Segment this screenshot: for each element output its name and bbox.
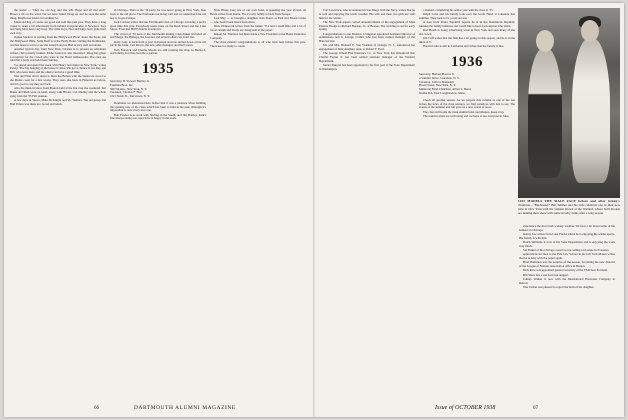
paragraph: Sid Parker of the Chicago crowd is now selling real estate in Evanston.	[523, 248, 610, 252]
class-officers	[419, 73, 515, 96]
paragraph: a student, completing his senior year with the class of '35.	[423, 9, 494, 12]
paragraph: Bill Shaw has a son born last August.	[523, 272, 569, 277]
magazine-footer: DARTMOUTH ALUMNI MAGAZINE	[134, 405, 236, 411]
right-column-3	[519, 225, 615, 290]
paragraph: Sevier Duncan has been appointed to the first post at the State Department in Washington.	[319, 63, 415, 71]
paragraph: Harold Cohn is still in California and writes that the family is fine.	[423, 44, 505, 49]
man-figure	[528, 48, 562, 178]
paragraph: Also the musical show from Boston held at the Inn over the weekend. Ted Blake and Ruth were on hand, along with Hiram, Cal, Dudley and the whole gang from the '35 Fall reunion.	[10, 86, 106, 98]
paragraph: Jim Cuff writes that the firm has a lot going on this season, and he is in the thick of it.	[419, 36, 515, 44]
paragraph: The class extends congratulations to all who have new babies this year. There are too many to count.	[210, 40, 306, 48]
paragraph: The class still holds the most alumni fund contributors. Keep it up.	[423, 109, 505, 114]
photo-caption-bold: 1935 MODELS THE MALE FACE before and after Ginny's	[518, 199, 620, 203]
paragraph: experience the most lush scenery weather. We hear a lot about some of the bankers in Chicago.	[519, 225, 615, 232]
issue-footer: Issue of OCTOBER 1938	[435, 405, 496, 411]
officer-line: Secretary, Herbert Hoover Jr.	[419, 72, 455, 76]
left-column-2	[110, 9, 206, 122]
officer-line: 590 5th Ave., New York, N. Y.	[110, 86, 148, 91]
paragraph: Nick Hines, long one of our own band, is spending the year abroad. Al Bevin writes from Rome. The Crosby family is back from Europe.	[210, 9, 306, 16]
paragraph: A note from Pedro Espaillat reports he is in the Dominican Republic running the family business and would like to hear from anyone who visits.	[419, 20, 515, 28]
paragraph: applications for men to the Yale Law School in the fall. Tom Mason writes that he is busy with the paper again.	[519, 252, 615, 260]
officer-line: 1021 North St., Tarrytown, N. Y.	[110, 94, 150, 99]
paragraph: Mr. and Mrs. Richard E. Van Vranken of Orange, N. J., announced the engagement of their daughter, Ann, to Robert F. Ford.	[319, 43, 415, 51]
paragraph: Ralph Colts and his family took over the Grant Hotel at Lakeside this summer. They look to be a real success.	[419, 12, 515, 20]
paragraph: Rod Heath is doing advertising work in New York and sees many of the old crowd.	[419, 28, 515, 36]
paragraph: in Chicago. Then at the '34 party, he was never going to New York, then back to the old place. The Fairbanks are doing well and we understand the old boy is in good shape.	[110, 9, 206, 20]
paragraph: A few days in Stowe, Mike McKnight and Vic Walters. The old group and Bud Patton was there too. Good old bunch.	[10, 97, 106, 106]
paragraph: 'Go ahead and spend the week with Henry and Janice in New York,' writes Penny. 'The big hanging of the house is done.' He got a chance to see Ray and Bill, who were there and the others can have a good time.	[10, 62, 106, 74]
paragraph: Rudy Gray is back from a year in Europe and has settled down at his old job in the bank. Carl Ross is the new sales manager, and that's news.	[110, 39, 206, 48]
class-year-heading-1936: 1936	[451, 54, 483, 70]
officer-line: Kidder Rd., East Longmeadow, Mass.	[419, 90, 466, 95]
paragraph: Wes and Ellie drove down to meet the Bolton with the Delaware crowd to the Maine coast for a few weeks. They were due back in Hanover as before, and it's good to say they are back.	[10, 74, 106, 86]
paragraph: Johnny Walker is now with the International Harvester Company in Detroit.	[519, 276, 615, 285]
paragraph: Rupert M. Thurston has been made a Vice President at the Home Insurance Company.	[210, 32, 306, 40]
paragraph: Mark and Peg of course are good and well this past year. They have a long career to learn a bit laboriously from behind everyone else at Newport. Joey and Sally have been very busy. The older boys, Ned and Kitty, have gone their own way.	[10, 19, 106, 35]
paragraph: Dick Wentworth writes from the banks: 'I've had a swell time and a lot of travel. Ralph and Trudy are doing well at the paper.'	[210, 24, 306, 32]
paragraph: Dutch Williams is now at the State Department and is enjoying the work very much.	[519, 240, 615, 248]
paragraph: Tom Fenwick and Charlie Meade are still running the shop in Hartford, and Johnny Lord has become a partner.	[110, 47, 206, 56]
paragraph: Brud Hamilton was the surprise of the season, becoming the new director of the League of Nations Association office in Boston.	[519, 260, 615, 268]
officer-line: Freeman Bros. Inc.	[110, 82, 134, 87]
paragraph: Kenny Lee writes from Lake Placid where he is enjoying the winter sports. His family is with him.	[519, 232, 615, 240]
page-number-right: 67	[533, 406, 538, 411]
officer-line: Treasurer, John G. Ramsdell	[419, 79, 454, 84]
paragraph: The reunion plans are well along and we hope to see everyone in June.	[423, 113, 510, 118]
officer-line: 4 Summit Drive, Scarsdale, N. Y.	[419, 75, 460, 80]
officer-line: Secretary, H. Stewart Hartley Jr.	[110, 79, 150, 83]
paragraph: Congratulations to one Maurice Livingston appointed Assistant Director of Admissions and to George Collins who has been named manager of the Hanover Inn.	[319, 31, 415, 43]
paragraph: Ogden Spencer is writing from the Hollywood Hotel about the Stone and the Hollywood Hills. Sally Duff is at the Holly Hotel, visiting the Rollinsons, and has been to town to see the Grand Canyon. Bud is very well and about.	[10, 35, 106, 47]
paragraph: Check all another season. As we prepare this column as one of the last before the news of the class reunion, we find ourselves with lots to say. The events of the summer and fall gave us a new world of news.	[419, 97, 515, 110]
right-column-2	[419, 9, 515, 119]
left-column-1	[10, 9, 106, 107]
officer-line: Treasurer, Thomas F. Hart	[110, 90, 142, 95]
photo-caption	[518, 200, 620, 216]
paragraph: The George Wheel Fire Insurance Co. of New York has announced that Charlie Ferren Jr. has been named assistant manager of the Western Department.	[319, 51, 415, 63]
paragraph: Jack Carlson writes that the 'Dartmouth Club of Chicago is having a pretty good time this year. Everybody keeps busy on the Rush Street and the Lake Shore. Even met Bill Edwards downtown.'	[110, 19, 206, 32]
class-year-heading-1935: 1935	[142, 61, 174, 77]
photo-caption-text: invention—“Blacksand.” Bill Tallmer and his wife celebrate one of their new trips in New York with the fashion shown at the Waldorf, where both models are making their show with some novelty items after a long season.	[518, 202, 620, 215]
paragraph: Curt Lawrence, who is stationed in San Diego with the Navy, writes that he is well and enjoying the warm weather. His wife and their two girls are with him for the winter.	[319, 9, 415, 20]
paragraph: Doubtless we mentioned here before that it was a pleasure when building the opening note of the class, which has been so kind in the past, although it's impossible to note every nice one.	[110, 100, 206, 113]
paragraph: the reader — 'They do, ole dog, and she will. Hope and all that stuff.' Blows a bit on the wind, but we have talked Doug up and he says the same thing. Mayflower Gleno in Gardiner St.	[10, 9, 106, 20]
right-column-1	[319, 9, 415, 72]
woman-figure	[572, 38, 610, 183]
officer-line: Broad Street, New York, N. Y.	[419, 83, 456, 88]
right-page	[315, 3, 624, 417]
class-officers	[110, 80, 206, 99]
paragraph: Last May — as brought a daughter, Jean Sturtz, to Paul and Eileen Carter — who hasn't been heard from since.	[210, 16, 306, 24]
paragraph: Dick Ross was appointed general secretary of the YMCA in Portland.	[523, 268, 608, 273]
paragraph: The crowd of '35 seen at the Dartmouth Outing Club dinner included Al and Marge, the Bishops, the Greenes and several others we won't list.	[110, 31, 206, 40]
man-head	[536, 30, 554, 52]
left-column-3	[210, 9, 306, 49]
paragraph: Wes Jordan was pleased to report the birth of his daughter.	[523, 284, 595, 289]
paragraph: The New York papers carried announcements of the engagement of Miss Eleanor Hodge to Richard Benson, Jr., of Boston. The wedding is set for early spring.	[319, 19, 415, 32]
paragraph: Bob Fowler is at work with Stirling in the South, and Jim Hartley, Kirk's fine sheep-raising son, reports he is happy in the work.	[110, 112, 206, 121]
officer-line: Memorial Fund Chairman, Albert L. Beres	[419, 87, 472, 92]
paragraph: Another typical day, from New York, Charles is to present an adventure writers club recently formed. Eddie Gaston is also interested. Doug has given a reception for the crowd who were in the Hotel Ambassador. The ones are told that a party was held there Sunday.	[10, 47, 106, 63]
page-number-left: 66	[94, 406, 99, 411]
woman-head	[581, 20, 599, 42]
left-page	[4, 3, 313, 417]
couple-photo	[518, 8, 620, 198]
magazine-spread	[4, 3, 624, 417]
